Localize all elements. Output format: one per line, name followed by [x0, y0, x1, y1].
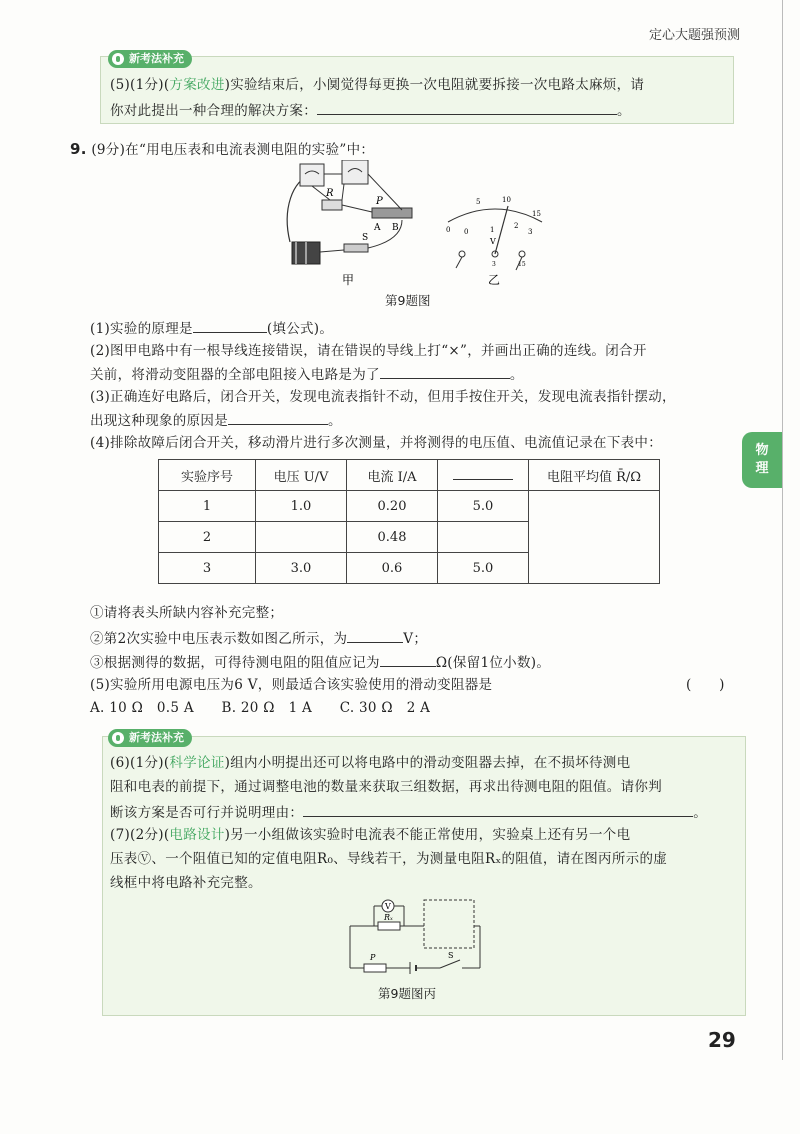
dashed-box — [424, 900, 474, 948]
rheostat-icon — [364, 964, 386, 972]
svg-text:S: S — [448, 951, 454, 960]
svg-text:A: A — [374, 223, 381, 233]
dial-arc — [448, 209, 542, 222]
table-row: 3 3.0 0.6 5.0 — [159, 553, 660, 584]
answer-blank[interactable] — [380, 364, 510, 379]
fig-label-jia: 甲 — [342, 273, 355, 287]
voltmeter-icon — [342, 160, 368, 184]
svg-text:P: P — [376, 196, 383, 207]
q9-part3-line2: 出现这种现象的原因是 。 — [90, 410, 342, 430]
svg-text:3: 3 — [492, 261, 496, 268]
table-cell-average[interactable] — [529, 491, 660, 584]
svg-text:3: 3 — [528, 228, 533, 236]
box2-p7-line1: (7)(2分)(电路设计)另一小组做该实验时电流表不能正常使用，实验桌上还有另一个电 — [110, 827, 631, 843]
supplement-pill-2 — [108, 729, 192, 747]
resistor-icon — [322, 200, 342, 210]
subject-tab-line1: 物 — [755, 443, 769, 458]
svg-text:1: 1 — [490, 226, 495, 234]
q9-sub2: ②第2次实验中电压表示数如图乙所示，为 V； — [90, 628, 427, 648]
table-header: 电流 I/A — [347, 460, 438, 491]
answer-blank[interactable] — [228, 410, 328, 425]
table-header-row — [159, 460, 660, 491]
ammeter-icon — [300, 164, 324, 186]
svg-text:0: 0 — [446, 226, 451, 234]
page-edge-line — [782, 0, 783, 1060]
tag-kexue: 科学论证 — [169, 755, 225, 771]
answer-blank[interactable] — [347, 628, 403, 643]
svg-text:Rₓ: Rₓ — [384, 913, 393, 922]
circuit-figure-bing — [344, 894, 484, 978]
box1-line1: (5)(1分)(方案改进)实验结束后，小阒觉得每更换一次电阻就要拆接一次电路太麻烦，请 — [110, 77, 645, 93]
supplement-pill-1 — [108, 50, 192, 68]
switch-icon — [440, 960, 460, 968]
header-title: 定心大题强预测 — [648, 28, 740, 43]
q9-part1: (1)实验的原理是 (填公式)。 — [90, 318, 333, 338]
svg-text:2: 2 — [514, 222, 519, 230]
box2-p7-line3: 线框中将电路补充完整。 — [110, 875, 262, 891]
svg-text:10: 10 — [502, 196, 511, 204]
q9-number: 9. — [70, 140, 87, 158]
table-row: 2 0.48 — [159, 522, 660, 553]
circuit-figure-jia — [282, 160, 422, 290]
box2-p7-line2: 压表Ⓥ、一个阻值已知的定值电阻R₀、导线若干，为测量电阻Rₓ的阻值，请在图丙所示的虚 — [110, 851, 668, 867]
q9-sub1: ①请将表头所缺内容补充完整； — [90, 605, 284, 621]
svg-text:15: 15 — [532, 210, 541, 218]
bulb-icon — [112, 732, 124, 744]
needle — [495, 206, 508, 254]
pill-label: 新考法补充 — [129, 52, 184, 65]
resistor-rx-icon — [378, 922, 400, 930]
data-table — [158, 459, 660, 584]
fig9-caption: 第9题图 — [385, 293, 431, 308]
svg-text:V: V — [385, 902, 391, 911]
subject-tab-line2: 理 — [755, 461, 769, 476]
answer-blank[interactable] — [303, 802, 693, 817]
table-header-blank[interactable] — [438, 460, 529, 491]
fig-label-yi: 乙 — [488, 273, 501, 287]
box2-p6-line2: 阻和电表的前提下，通过调整电池的数量来获取三组数据，再求出待测电阻的阻值。请你判 — [110, 779, 662, 795]
q9-part5: (5)实验所用电源电压为6 V，则最适合该实验使用的滑动变阻器是 — [90, 677, 493, 693]
q9-stem: 9. (9分)在“用电压表和电流表测电阻的实验”中： — [70, 140, 375, 158]
box2-p6-line1: (6)(1分)(科学论证)组内小明提出还可以将电路中的滑动变阻器去掉，在不损坏待测电 — [110, 755, 631, 771]
tag-fangan: 方案改进 — [169, 77, 225, 93]
answer-paren[interactable]: ( ) — [686, 677, 725, 693]
svg-text:S: S — [362, 233, 369, 243]
table-header: 电阻平均值 R̄/Ω — [529, 460, 660, 491]
svg-text:5: 5 — [476, 198, 481, 206]
svg-text:B: B — [392, 223, 399, 233]
fig9-bing-caption: 第9题图丙 — [378, 986, 436, 1001]
bulb-icon — [112, 53, 124, 65]
table-row: 1 1.0 0.20 5.0 — [159, 491, 660, 522]
rheostat-icon — [372, 208, 412, 218]
table-header: 电压 U/V — [256, 460, 347, 491]
answer-blank[interactable] — [193, 318, 267, 333]
switch-icon — [344, 244, 368, 252]
answer-blank[interactable] — [380, 652, 436, 667]
voltmeter-dial-figure-yi — [440, 192, 550, 288]
svg-text:P: P — [370, 953, 376, 962]
q9-options: A. 10 Ω 0.5 A B. 20 Ω 1 A C. 30 Ω 2 A — [90, 700, 431, 716]
page-number: 29 — [708, 1028, 736, 1052]
answer-blank[interactable] — [317, 100, 617, 115]
svg-text:V: V — [490, 237, 496, 246]
svg-text:R: R — [326, 188, 334, 199]
q9-part2-line2: 关前，将滑动变阻器的全部电阻接入电路是为了 。 — [90, 364, 524, 384]
q9-sub3: ③根据测得的数据，可得待测电阻的阻值应记为 Ω(保留1位小数)。 — [90, 652, 550, 672]
tag-dianlu: 电路设计 — [169, 827, 225, 843]
svg-text:0: 0 — [464, 228, 469, 236]
table-header: 实验序号 — [159, 460, 256, 491]
q9-part2-line1: (2)图甲电路中有一根导线连接错误，请在错误的导线上打“×”，并画出正确的连线。闭合开 — [90, 343, 647, 359]
svg-text:15: 15 — [518, 261, 526, 268]
subject-tab — [742, 432, 782, 488]
box2-p6-line3: 断该方案是否可行并说明理由： 。 — [110, 802, 707, 822]
pill-label: 新考法补充 — [129, 731, 184, 744]
q9-part3-line1: (3)正确连好电路后，闭合开关，发现电流表指针不动，但用手按住开关，发现电流表指针摆动， — [90, 389, 676, 405]
q9-part4: (4)排除故障后闭合开关，移动滑片进行多次测量，并将测得的电压值、电流值记录在下表中： — [90, 435, 663, 451]
box1-line2: 你对此提出一种合理的解决方案： 。 — [110, 100, 631, 120]
